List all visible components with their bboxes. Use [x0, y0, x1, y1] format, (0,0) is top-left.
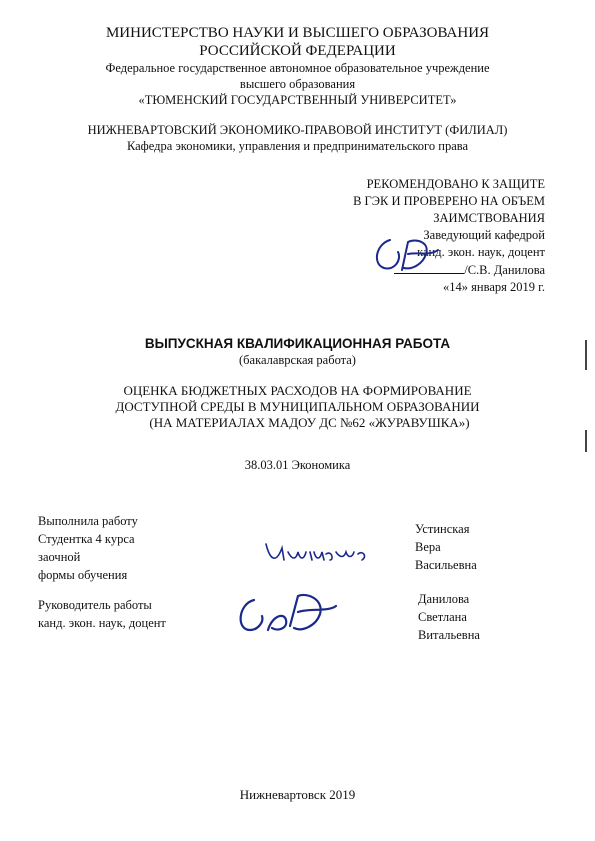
supervisor-first-name: Светлана [418, 610, 467, 624]
ministry-line-2: РОССИЙСКОЙ ФЕДЕРАЦИИ [199, 43, 396, 59]
work-topic [0, 383, 595, 431]
student-label-2: Студентка 4 курса [38, 532, 135, 546]
recommendation-line-1: РЕКОМЕНДОВАНО К ЗАЩИТЕ [366, 177, 545, 191]
work-subtype: (бакалаврская работа) [239, 353, 356, 367]
specialty: 38.03.01 Экономика [244, 458, 351, 472]
institution-heading [0, 60, 595, 108]
student-first-name: Вера [415, 540, 441, 554]
student-signature-icon [262, 530, 372, 570]
student-label-1: Выполнила работу [38, 514, 138, 528]
recommendation-line-2: В ГЭК И ПРОВЕРЕНО НА ОБЪЕМ [353, 194, 545, 208]
supervisor-labels [38, 596, 166, 632]
topic-line-3: (НА МАТЕРИАЛАХ МАДОУ ДС №62 «ЖУРАВУШКА») [149, 415, 470, 430]
city-year: Нижневартовск 2019 [239, 787, 356, 802]
head-signature-icon [368, 230, 448, 282]
student-label-4: формы обучения [38, 568, 128, 582]
student-patronymic: Васильевна [415, 558, 477, 572]
university-name: «ТЮМЕНСКИЙ ГОСУДАРСТВЕННЫЙ УНИВЕРСИТЕТ» [138, 93, 457, 107]
work-type: ВЫПУСКНАЯ КВАЛИФИКАЦИОННАЯ РАБОТА [144, 336, 451, 351]
ministry-heading [0, 24, 595, 60]
ministry-line-1: МИНИСТЕРСТВО НАУКИ И ВЫСШЕГО ОБРАЗОВАНИЯ [105, 25, 490, 41]
institution-line-2: высшего образования [239, 77, 356, 91]
head-degree: канд. экон. наук, доцент [417, 245, 545, 259]
supervisor-patronymic: Витальевна [418, 628, 480, 642]
head-signer: /С.В. Данилова [464, 263, 545, 277]
supervisor-label-2: канд. экон. наук, доцент [38, 616, 166, 630]
institution-line-1: Федеральное государственное автономное образовательное учреждение [105, 61, 490, 75]
supervisor-label-1: Руководитель работы [38, 598, 152, 612]
topic-line-1: ОЦЕНКА БЮДЖЕТНЫХ РАСХОДОВ НА ФОРМИРОВАНИЕ [123, 383, 472, 398]
recommendation-date: «14» января 2019 г. [443, 280, 545, 294]
student-labels [38, 512, 138, 584]
recommendation-line-3: ЗАИМСТВОВАНИЯ [433, 211, 545, 225]
supervisor-surname: Данилова [418, 592, 470, 606]
scan-edge-mark [585, 340, 587, 370]
scan-edge-mark [585, 430, 587, 452]
branch-name: НИЖНЕВАРТОВСКИЙ ЭКОНОМИКО-ПРАВОВОЙ ИНСТИТУТ (ФИЛИАЛ) [87, 123, 508, 137]
supervisor-name [418, 590, 480, 644]
supervisor-signature-icon [232, 586, 342, 638]
student-surname: Устинская [415, 522, 470, 536]
head-position: Заведующий кафедрой [423, 228, 545, 242]
department-name: Кафедра экономики, управления и предпринимательского права [126, 139, 469, 153]
student-label-3: заочной [38, 550, 81, 564]
topic-line-2: ДОСТУПНОЙ СРЕДЫ В МУНИЦИПАЛЬНОМ ОБРАЗОВАНИИ [115, 399, 480, 414]
student-name [415, 520, 477, 574]
branch-heading [0, 122, 595, 154]
